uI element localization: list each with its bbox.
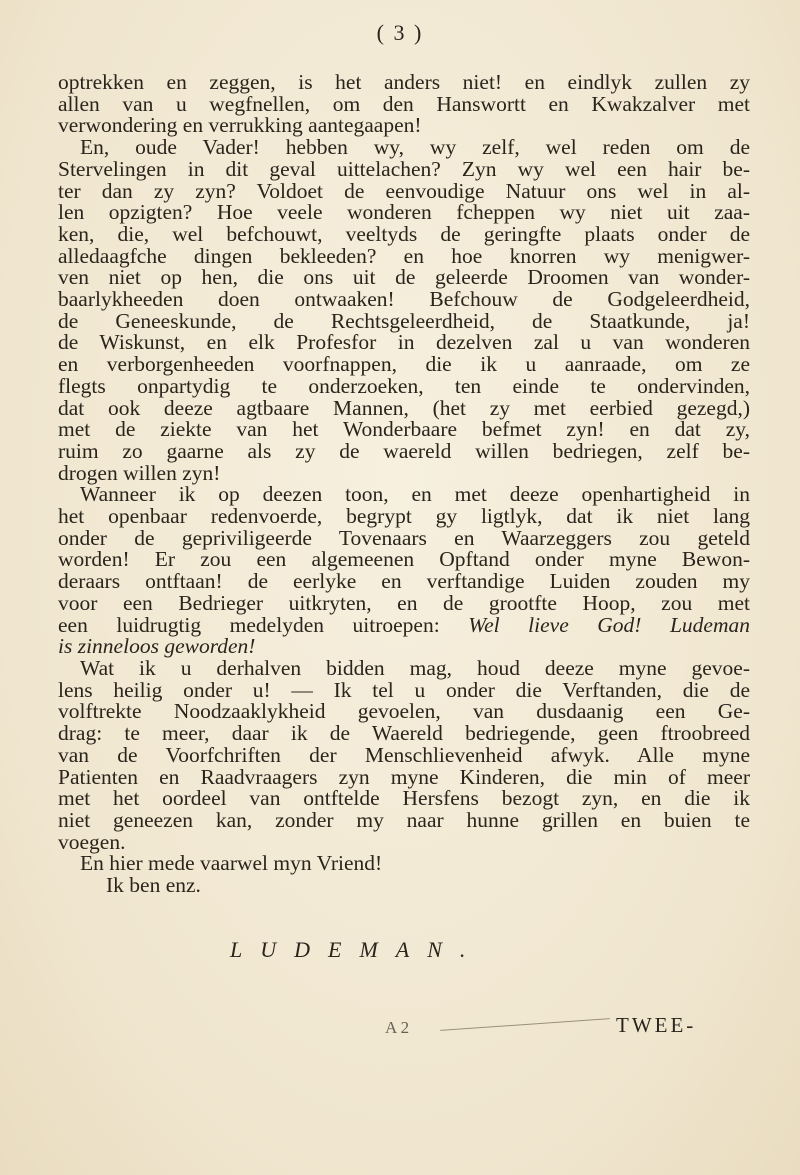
text-line: ruim zo gaarne als zy de waereld willen bedriegen, zelf be-: [58, 438, 750, 463]
text-line: Wat ik u derhalven bidden mag, houd deeze myne gevoe-: [80, 655, 750, 680]
text-line: alledaagfche dingen bekleeden? en hoe knorren wy menigwer-: [58, 243, 750, 268]
text-line: ken, die, wel befchouwt, veeltyds de geringfte plaats onder de: [58, 221, 750, 246]
text-line: Stervelingen in dit geval uittelachen? Zyn wy wel een hair be-: [58, 156, 750, 181]
text-line: met de ziekte van het Wonderbaare befmet zyn! en dat zy,: [58, 417, 750, 442]
text-line: voor een Bedrieger uitkryten, en de grootfte Hoop, zou met: [58, 590, 750, 615]
text-line: van de Voorfchriften der Menschlievenheid afwyk. Alle myne: [58, 742, 750, 767]
text-line: volftrekte Noodzaaklykheid gevoelen, van dusdaanig een Ge-: [58, 699, 750, 724]
text-line: drogen willen zyn!: [58, 460, 221, 485]
text-line: Ik ben enz.: [106, 873, 201, 898]
text-line: ter dan zy zyn? Voldoet de eenvoudige Natuur ons wel in al-: [58, 178, 750, 203]
text-line: len opzigten? Hoe veele wonderen fcheppen wy niet uit zaa-: [58, 200, 750, 225]
text-line: flegts onpartydig te onderzoeken, ten einde te ondervinden,: [58, 373, 750, 398]
text-line: niet geneezen kan, zonder my naar hunne grillen en buien te: [58, 807, 750, 832]
body-text: [58, 72, 750, 897]
text-line: een luidrugtig medelyden uitroepen: Wel lieve God! Ludeman: [58, 612, 750, 637]
text-line: allen van u wegfnellen, om den Hanswortt en Kwakzalver met: [58, 91, 750, 116]
catchword: TWEE-: [616, 1013, 697, 1037]
text-line: en verborgenheeden voorfnappen, die ik u aanraade, om ze: [58, 352, 750, 377]
text-line: de Geneeskunde, de Rechtsgeleerdheid, de Staatkunde, ja!: [58, 308, 750, 333]
text-line: het openbaar redenvoerde, begrypt gy ligtlyk, dat ik niet lang: [58, 504, 750, 529]
text-line: En hier mede vaarwel myn Vriend!: [80, 851, 383, 876]
text-line: dat ook deeze agtbaare Mannen, (het zy met eerbied gezegd,): [58, 395, 750, 420]
text-line: ven niet op hen, die ons uit de geleerde Droomen van wonder-: [58, 265, 750, 290]
signature-mark: A 2: [385, 1018, 410, 1037]
text-line: worden! Er zou een algemeenen Opftand onder myne Bewon-: [58, 547, 750, 572]
signature: LUDEMAN.: [230, 937, 484, 962]
text-line: [58, 636, 750, 658]
text-line: baarlykheeden doen ontwaaken! Befchouw de Godgeleerdheid,: [58, 287, 750, 312]
text-line: verwondering en verrukking aantegaapen!: [58, 113, 422, 138]
text-line: lens heilig onder u! — Ik tel u onder die Verftanden, die de: [58, 677, 750, 702]
signature-rule: [440, 1018, 610, 1031]
text-line: En, oude Vader! hebben wy, wy zelf, wel reden om de: [80, 135, 750, 160]
text-line: onder de gepriviligeerde Tovenaars en Waarzeggers zou geteld: [58, 525, 750, 550]
text-line: deraars ontftaan! de eerlyke en verftandige Luiden zouden my: [58, 569, 750, 594]
text-line: de Wiskunst, en elk Profesfor in dezelven zal u van wonderen: [58, 330, 750, 355]
italic-phrase: is zinneloos geworden!: [58, 634, 256, 659]
text-line: voegen.: [58, 829, 126, 854]
text-line: optrekken en zeggen, is het anders niet! en eindlyk zullen zy: [58, 70, 750, 94]
text-line: drag: te meer, daar ik de Waereld bedriegende, geen ftroobreed: [58, 721, 750, 746]
text-line: Wanneer ik op deezen toon, en met deeze openhartigheid in: [80, 482, 750, 507]
page-number: ( 3 ): [376, 20, 424, 45]
italic-phrase: Wel lieve God! Ludeman: [468, 612, 750, 637]
text-line: Patienten en Raadvraagers zyn myne Kinderen, die min of meer: [58, 764, 750, 789]
text-line: met het oordeel van ontftelde Hersfens bezogt zyn, en die ik: [58, 786, 750, 811]
